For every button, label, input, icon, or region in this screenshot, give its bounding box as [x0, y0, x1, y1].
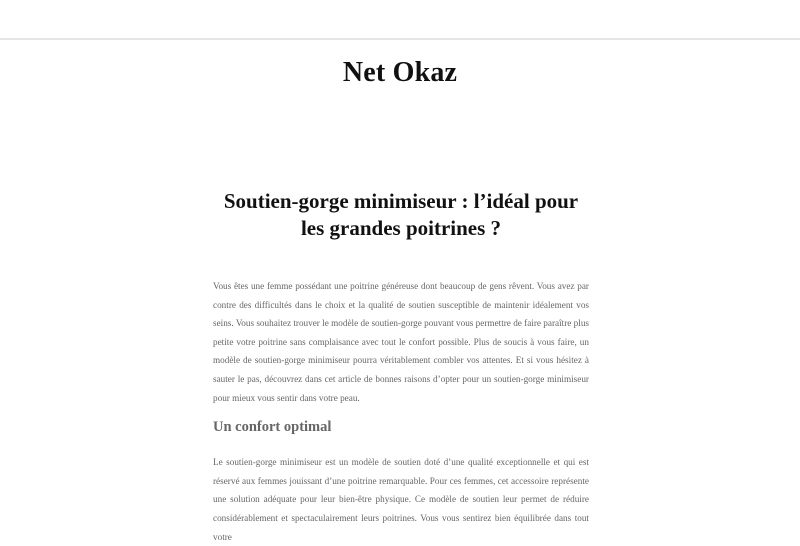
article-intro-paragraph: Vous êtes une femme possédant une poitrine généreuse dont beaucoup de gens rêvent. Vous avez par contre des difficultés dans le choix et la qualité de soutien susceptible de maintenir idéalement vos seins. Vous souhaitez trouver le modèle de soutien-gorge pouvant vous permettre de faire paraître plus petite votre poitrine sans complaisance avec tout le confort possible. Plus de soucis à vous faire, un modèle de soutien-gorge minimiseur pourra véritablement combler vos attentes. Et si vous hésitez à sauter le pas, découvrez dans cet article de bonnes raisons d’opter pour un soutien-gorge minimiseur pour mieux vous sentir dans votre peau.	[213, 281, 589, 403]
section-heading: Un confort optimal	[213, 419, 332, 436]
article	[213, 188, 589, 546]
site-title[interactable]: Net Okaz	[342, 57, 458, 88]
section-paragraph: Le soutien-gorge minimiseur est un modèle de soutien doté d’une qualité exceptionnelle et qui est réservé aux femmes jouissant d’une poitrine remarquable. Pour ces femmes, cet accessoire représente une solution adéquate pour leur bien-être physique. Ce modèle de soutien leur permet de réduire considérablement et spectaculairement leurs poitrines. Vous vous sentirez bien équilibrée dans tout votre	[213, 457, 589, 542]
header-divider	[0, 38, 800, 40]
article-title: Soutien-gorge minimiseur : l’idéal pour les grandes poitrines ?	[223, 189, 579, 240]
